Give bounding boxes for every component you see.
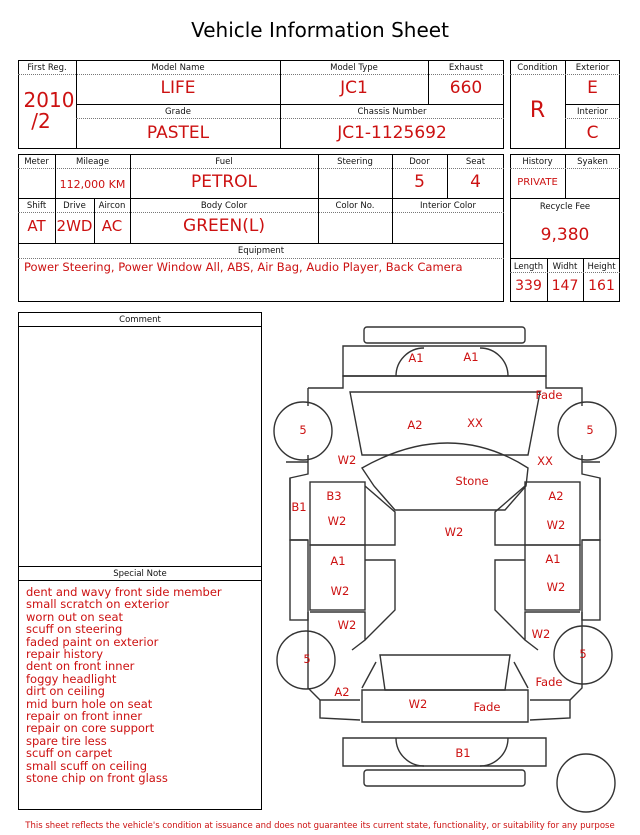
mark-wheel-tr: 5 xyxy=(586,423,594,437)
drive-label: Drive xyxy=(63,201,86,211)
chassis-value: JC1-1125692 xyxy=(337,123,447,143)
model-name-value: LIFE xyxy=(160,78,196,98)
list-item: repair history xyxy=(26,647,104,662)
height-value: 161 xyxy=(588,278,615,294)
door-value: 5 xyxy=(414,172,425,192)
page-title: Vehicle Information Sheet xyxy=(191,18,449,42)
mark-a1-right-door2: A1 xyxy=(545,552,561,566)
footer-disclaimer: This sheet reflects the vehicle's condition at issuance and does not guarantee its current state, functionality, or suitability for any purpose xyxy=(25,821,615,831)
body-color-label: Body Color xyxy=(200,201,248,211)
mark-w2-roof: W2 xyxy=(444,525,464,539)
mark-b1-bumper: B1 xyxy=(455,746,471,760)
chassis-label: Chassis Number xyxy=(357,107,427,117)
mark-a1-right: A1 xyxy=(463,350,479,364)
height-label: Height xyxy=(587,262,616,272)
recycle-fee-value: 9,380 xyxy=(540,225,590,245)
fuel-label: Fuel xyxy=(215,157,233,167)
mark-b3: B3 xyxy=(326,489,342,503)
mark-b1-left: B1 xyxy=(291,500,307,514)
list-item: dent on front inner xyxy=(26,659,135,674)
mark-wheel-bl: 5 xyxy=(303,652,311,666)
drive-value: 2WD xyxy=(56,217,93,235)
list-item: dent and wavy front side member xyxy=(26,585,222,599)
interior-color-label: Interior Color xyxy=(420,201,476,211)
color-no-label: Color No. xyxy=(335,201,375,211)
list-item: small scuff on ceiling xyxy=(26,758,148,773)
condition-value: R xyxy=(529,98,546,123)
mileage-value: 112,000 KM xyxy=(59,178,126,191)
mark-xx-hood: XX xyxy=(467,416,483,430)
equipment-value: Power Steering, Power Window All, ABS, Air Bag, Audio Player, Back Camera xyxy=(24,260,463,274)
list-item: scuff on steering xyxy=(26,622,123,637)
aircon-label: Aircon xyxy=(98,201,126,211)
mark-a2-right: A2 xyxy=(548,489,564,503)
equipment-label: Equipment xyxy=(237,246,285,256)
condition-label: Condition xyxy=(517,63,558,73)
aircon-value: AC xyxy=(101,217,123,235)
mark-xx-right: XX xyxy=(537,454,553,468)
mark-fade-right: Fade xyxy=(535,675,563,689)
seat-label: Seat xyxy=(465,157,486,167)
mark-w2-left-door2: W2 xyxy=(330,584,350,598)
exhaust-label: Exhaust xyxy=(448,63,484,73)
grade-value: PASTEL xyxy=(146,123,210,143)
list-item: faded paint on exterior xyxy=(26,634,159,649)
recycle-fee-label: Recycle Fee xyxy=(539,202,591,212)
mark-w2-left-door1: W2 xyxy=(327,514,347,528)
mark-a2-left-lower: A2 xyxy=(334,685,350,699)
interior-value: C xyxy=(586,123,599,143)
width-label: Widht xyxy=(552,262,578,272)
length-label: Length xyxy=(513,262,544,272)
first-reg-label: First Reg. xyxy=(27,63,67,73)
list-item: repair on front inner xyxy=(26,709,143,724)
list-item: small scratch on exterior xyxy=(26,597,170,612)
history-value: PRIVATE xyxy=(517,177,558,188)
steering-label: Steering xyxy=(337,157,373,167)
list-item: scuff on carpet xyxy=(26,746,113,761)
list-item: mid burn hole on seat xyxy=(26,696,153,711)
list-item: repair on core support xyxy=(26,721,155,736)
first-reg-year: 2010 xyxy=(23,88,75,112)
mark-w2-right-door2: W2 xyxy=(546,580,566,594)
shift-label: Shift xyxy=(26,201,47,211)
grade-label: Grade xyxy=(165,107,191,117)
mark-w2-rear: W2 xyxy=(408,697,428,711)
length-value: 339 xyxy=(515,278,542,294)
first-reg-month: /2 xyxy=(31,109,51,133)
list-item: foggy headlight xyxy=(26,671,117,686)
mark-fade-rear: Fade xyxy=(473,700,501,714)
shift-value: AT xyxy=(27,217,46,235)
mark-w2-left-upper: W2 xyxy=(337,453,357,467)
mark-wheel-br: 5 xyxy=(579,647,587,661)
list-item: dirt on ceiling xyxy=(26,684,105,699)
special-note-label: Special Note xyxy=(113,569,167,579)
list-item: worn out on seat xyxy=(26,609,124,624)
model-type-value: JC1 xyxy=(340,78,368,98)
body-color-value: GREEN(L) xyxy=(183,216,265,236)
seat-value: 4 xyxy=(470,172,481,192)
mark-wheel-tl: 5 xyxy=(299,423,307,437)
interior-label: Interior xyxy=(576,107,608,117)
door-label: Door xyxy=(409,157,430,167)
history-label: History xyxy=(522,157,553,167)
mark-w2-left-lower: W2 xyxy=(337,618,357,632)
mark-w2-right-lower: W2 xyxy=(531,627,551,641)
mark-fade-top: Fade xyxy=(535,388,563,402)
mark-stone: Stone xyxy=(455,474,489,488)
list-item: stone chip on front glass xyxy=(26,771,168,786)
fuel-value: PETROL xyxy=(190,172,258,192)
mark-a1-left-door2: A1 xyxy=(330,554,346,568)
meter-label: Meter xyxy=(24,157,49,167)
mileage-label: Mileage xyxy=(75,157,110,167)
list-item: spare tire less xyxy=(26,733,107,748)
model-type-label: Model Type xyxy=(330,63,378,73)
comment-label: Comment xyxy=(119,315,161,325)
mark-w2-right-door1: W2 xyxy=(546,518,566,532)
model-name-label: Model Name xyxy=(151,63,205,73)
exterior-label: Exterior xyxy=(575,63,610,73)
exhaust-value: 660 xyxy=(449,78,483,98)
mark-a2-hood: A2 xyxy=(407,418,423,432)
mark-a1-left: A1 xyxy=(408,351,424,365)
width-value: 147 xyxy=(551,278,579,294)
exterior-value: E xyxy=(587,78,598,98)
syaken-label: Syaken xyxy=(577,157,608,167)
